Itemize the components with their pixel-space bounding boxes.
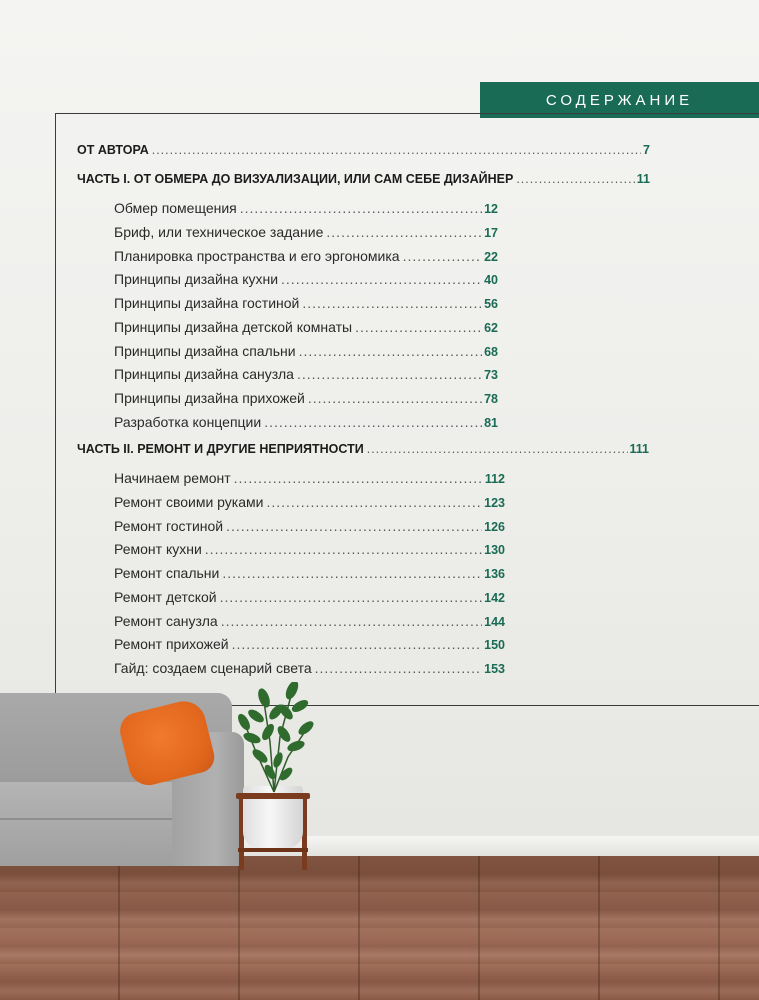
toc-leader-dots	[299, 341, 483, 361]
toc-item-title: Принципы дизайна кухни	[114, 271, 279, 287]
floor-shading	[0, 856, 759, 1000]
toc-item[interactable]	[114, 611, 505, 631]
toc-page-number: 78	[484, 392, 498, 406]
toc-page-number: 11	[636, 172, 650, 186]
toc-part-author[interactable]	[77, 140, 650, 160]
toc-page-number: 130	[484, 543, 505, 557]
toc-part-1[interactable]	[77, 169, 650, 189]
toc-item[interactable]	[114, 468, 505, 488]
toc-page-number: 73	[484, 368, 498, 382]
toc-item[interactable]	[114, 516, 505, 536]
toc-item-title: Обмер помещения	[114, 200, 237, 216]
toc-leader-dots	[234, 468, 483, 488]
toc-leader-dots	[355, 317, 482, 337]
toc-item-title: Ремонт санузла	[114, 613, 218, 629]
toc-leader-dots	[264, 412, 482, 432]
toc-item[interactable]	[114, 563, 505, 583]
contents-header-title: СОДЕРЖАНИЕ	[545, 91, 694, 109]
toc-part-title: ЧАСТЬ II. РЕМОНТ И ДРУГИЕ НЕПРИЯТНОСТИ	[77, 442, 364, 456]
toc-item-title: Принципы дизайна прихожей	[114, 390, 305, 406]
toc-page-number: 7	[643, 143, 650, 157]
toc-page-number: 62	[484, 321, 498, 335]
toc-item-title: Ремонт детской	[114, 589, 217, 605]
plant-stand-crossbar	[238, 848, 308, 852]
toc-item-title: Ремонт спальни	[114, 565, 220, 581]
toc-page-number: 126	[484, 520, 505, 534]
toc-item-title: Принципы дизайна гостиной	[114, 295, 300, 311]
toc-page-number: 142	[484, 591, 505, 605]
toc-leader-dots	[367, 439, 628, 459]
toc-item-title: Разработка концепции	[114, 414, 262, 430]
toc-page-number: 123	[484, 496, 505, 510]
toc-item[interactable]	[114, 269, 498, 289]
toc-page-number: 68	[484, 345, 498, 359]
toc-item[interactable]	[114, 317, 498, 337]
toc-item-title: Принципы дизайна санузла	[114, 366, 294, 382]
toc-item-title: Ремонт своими руками	[114, 494, 264, 510]
plant-leaves-icon	[226, 682, 322, 794]
sofa-seam	[0, 818, 180, 820]
toc-page-number: 40	[484, 273, 498, 287]
frame-left-border	[55, 113, 56, 706]
toc-leader-dots	[516, 169, 634, 189]
toc-item-title: Ремонт кухни	[114, 541, 202, 557]
toc-item-title: Ремонт гостиной	[114, 518, 224, 534]
toc-item[interactable]	[114, 341, 498, 361]
toc-page-number: 56	[484, 297, 498, 311]
toc-leader-dots	[326, 222, 482, 242]
toc-item[interactable]	[114, 587, 505, 607]
frame-top-border	[55, 113, 759, 114]
toc-leader-dots	[315, 658, 483, 678]
toc-item[interactable]	[114, 293, 498, 313]
toc-leader-dots	[403, 246, 483, 266]
toc-leader-dots	[152, 140, 641, 160]
toc-item[interactable]	[114, 222, 498, 242]
toc-page-number: 17	[484, 226, 498, 240]
toc-leader-dots	[240, 198, 482, 218]
toc-item[interactable]	[114, 492, 505, 512]
toc-item-title: Принципы дизайна спальни	[114, 343, 296, 359]
toc-leader-dots	[308, 388, 482, 408]
sofa-seat	[0, 782, 184, 866]
toc-item-title: Принципы дизайна детской комнаты	[114, 319, 353, 335]
toc-leader-dots	[232, 634, 483, 654]
toc-item-title: Бриф, или техническое задание	[114, 224, 324, 240]
toc-page-number: 136	[484, 567, 505, 581]
toc-part-2[interactable]	[77, 439, 649, 459]
toc-item[interactable]	[114, 198, 498, 218]
toc-leader-dots	[220, 587, 483, 607]
toc-item-title: Ремонт прихожей	[114, 636, 229, 652]
toc-leader-dots	[221, 611, 482, 631]
toc-item[interactable]	[114, 658, 505, 678]
toc-leader-dots	[205, 539, 482, 559]
toc-page-number: 111	[629, 442, 649, 456]
toc-page-number: 153	[484, 662, 505, 676]
toc-page-number: 144	[484, 615, 505, 629]
toc-leader-dots	[266, 492, 482, 512]
toc-item[interactable]	[114, 539, 505, 559]
toc-item[interactable]	[114, 388, 498, 408]
toc-page-number: 112	[484, 472, 505, 486]
toc-part-title: ОТ АВТОРА	[77, 143, 149, 157]
toc-item[interactable]	[114, 634, 505, 654]
toc-leader-dots	[297, 364, 482, 384]
toc-leader-dots	[222, 563, 482, 583]
toc-page-number: 22	[484, 250, 498, 264]
toc-item-title: Планировка пространства и его эргономика	[114, 248, 400, 264]
toc-item-title: Гайд: создаем сценарий света	[114, 660, 312, 676]
toc-page-number: 12	[484, 202, 498, 216]
toc-leader-dots	[302, 293, 482, 313]
toc-item[interactable]	[114, 246, 498, 266]
toc-page-number: 150	[484, 638, 505, 652]
toc-part-title: ЧАСТЬ I. ОТ ОБМЕРА ДО ВИЗУАЛИЗАЦИИ, ИЛИ САМ СЕБЕ ДИЗАЙНЕР	[77, 172, 514, 186]
toc-item[interactable]	[114, 364, 498, 384]
toc-page-number: 81	[484, 416, 498, 430]
toc-leader-dots	[226, 516, 482, 536]
toc-item[interactable]	[114, 412, 498, 432]
toc-leader-dots	[281, 269, 482, 289]
toc-item-title: Начинаем ремонт	[114, 470, 231, 486]
